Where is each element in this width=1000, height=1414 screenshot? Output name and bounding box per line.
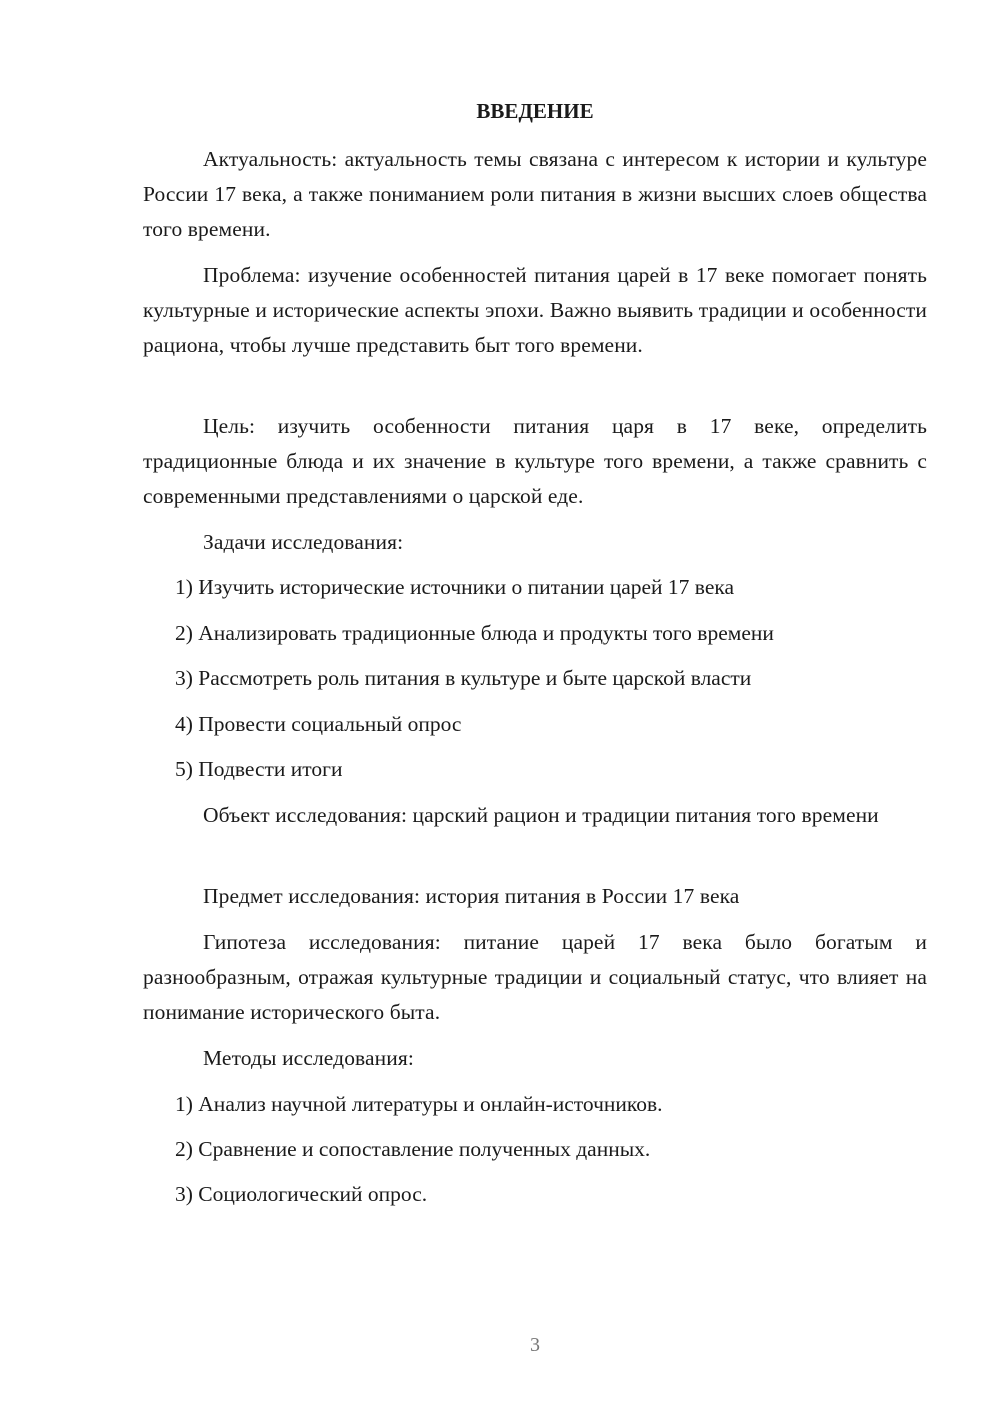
tasks-title: Задачи исследования: [203, 530, 404, 554]
method-item-1: 1) Анализ научной литературы и онлайн-источников. [175, 1092, 663, 1116]
goal-paragraph: Цель: изучить особенности питания царя в 17 веке, определить традиционные блюда и их значение в культуре того времени, а также сравнить с современными представлениями о царской еде. [143, 414, 927, 508]
task-item-3: 3) Рассмотреть роль питания в культуре и быте царской власти [175, 666, 752, 690]
method-item-3: 3) Социологический опрос. [175, 1182, 428, 1206]
relevance-paragraph: Актуальность: актуальность темы связана с интересом к истории и культуре России 17 века, а также пониманием роли питания в жизни высших слоев общества того времени. [143, 147, 927, 241]
page-number: 3 [530, 1334, 540, 1356]
task-item-2: 2) Анализировать традиционные блюда и продукты того времени [175, 621, 774, 645]
document-page [143, 0, 927, 1414]
task-item-4: 4) Провести социальный опрос [175, 712, 462, 736]
task-item-5: 5) Подвести итоги [175, 757, 343, 781]
task-item-1: 1) Изучить исторические источники о питании царей 17 века [175, 575, 735, 599]
subject-paragraph: Предмет исследования: история питания в России 17 века [203, 884, 740, 908]
problem-paragraph: Проблема: изучение особенностей питания царей в 17 веке помогает понять культурные и исторические аспекты эпохи. Важно выявить традиции и особенности рациона, чтобы лучше представить быт того времени. [143, 263, 927, 357]
object-paragraph: Объект исследования: царский рацион и традиции питания того времени [203, 803, 879, 827]
method-item-2: 2) Сравнение и сопоставление полученных данных. [175, 1137, 651, 1161]
methods-title: Методы исследования: [203, 1046, 414, 1070]
section-heading: ВВЕДЕНИЕ [476, 99, 594, 123]
hypothesis-paragraph: Гипотеза исследования: питание царей 17 века было богатым и разнообразным, отражая культурные традиции и социальный статус, что влияет на понимание исторического быта. [143, 930, 927, 1024]
